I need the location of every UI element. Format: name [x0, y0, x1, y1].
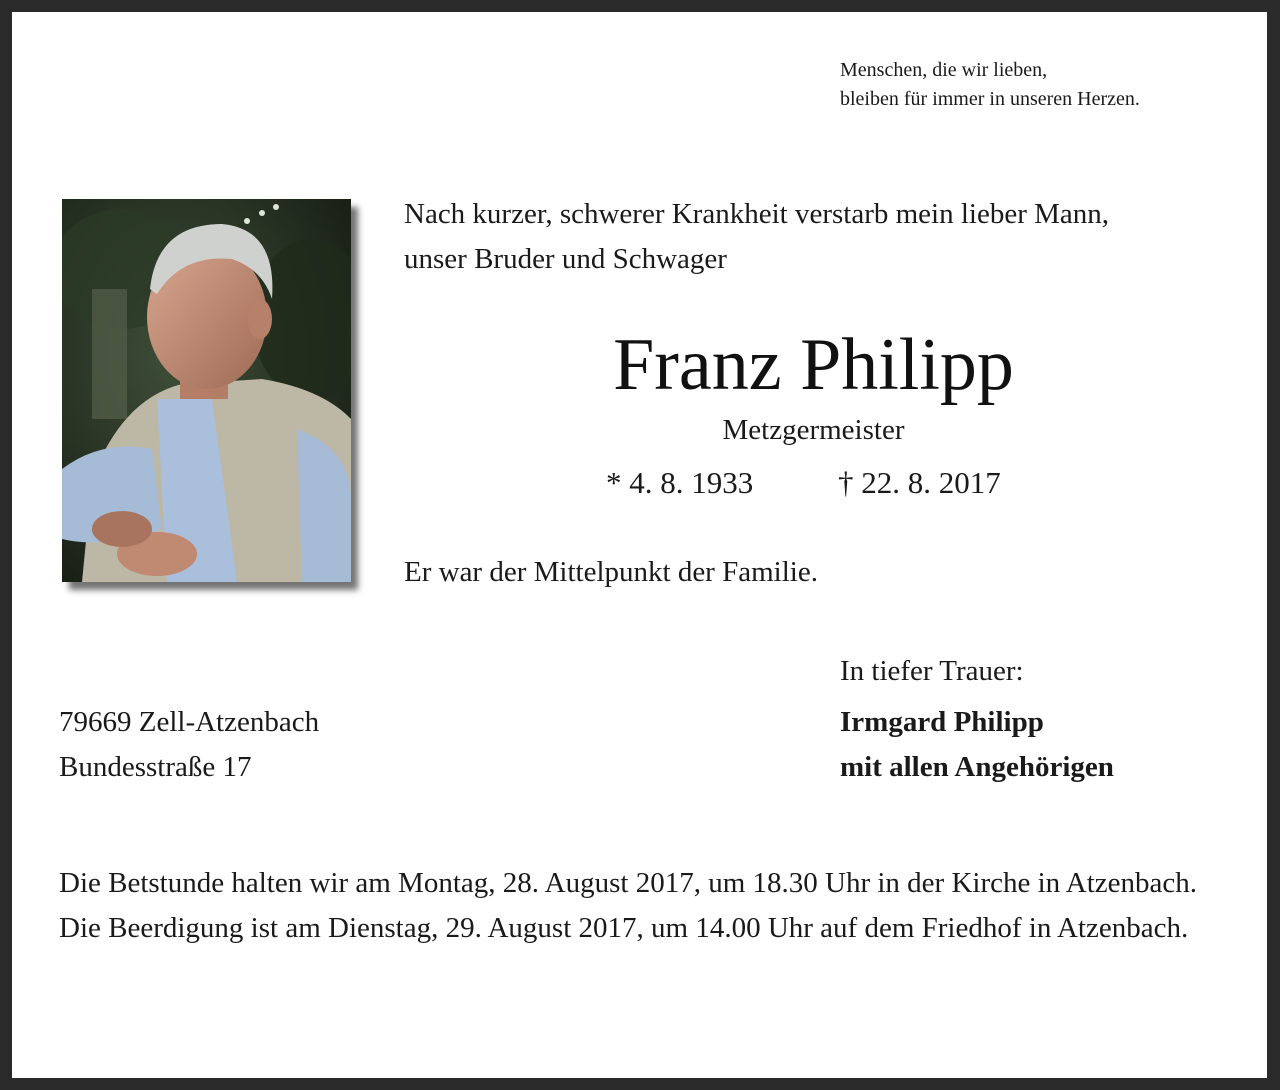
- intro-line: Nach kurzer, schwerer Krankheit verstarb mein lieber Mann,: [404, 198, 1110, 230]
- mourner-name: Irmgard Philipp: [840, 706, 1044, 738]
- service-details: [59, 861, 1220, 951]
- deceased-profession: Metzgermeister: [722, 414, 905, 446]
- motto-line: bleiben für immer in unseren Herzen.: [840, 88, 1140, 110]
- address-line: 79669 Zell-Atzenbach: [59, 706, 320, 738]
- motto-line: Menschen, die wir lieben,: [840, 59, 1048, 81]
- death-date: † 22. 8. 2017: [838, 465, 1001, 500]
- portrait-photo-icon: [62, 199, 351, 582]
- portrait-photo: [62, 199, 351, 582]
- mourner-name: mit allen Angehörigen: [840, 751, 1114, 783]
- intro-text: [404, 192, 1109, 282]
- prayer-service-text: Die Betstunde halten wir am Montag, 28. August 2017, um 18.30 Uhr in der Kirche in Atzenbach.: [59, 867, 1198, 899]
- obituary-notice: [12, 12, 1267, 1078]
- mourning-label: In tiefer Trauer:: [840, 655, 1024, 687]
- intro-line: unser Bruder und Schwager: [404, 243, 727, 275]
- deceased-name: Franz Philipp: [613, 324, 1014, 406]
- address-line: Bundesstraße 17: [59, 751, 252, 783]
- mourners-list: [840, 700, 1114, 790]
- motto-quote: [840, 56, 1140, 114]
- address-block: [59, 700, 319, 790]
- tribute-text: Er war der Mittelpunkt der Familie.: [404, 556, 818, 588]
- birth-date: * 4. 8. 1933: [606, 465, 754, 500]
- funeral-service-text: Die Beerdigung ist am Dienstag, 29. August 2017, um 14.00 Uhr auf dem Friedhof in Atzenbach.: [59, 912, 1189, 944]
